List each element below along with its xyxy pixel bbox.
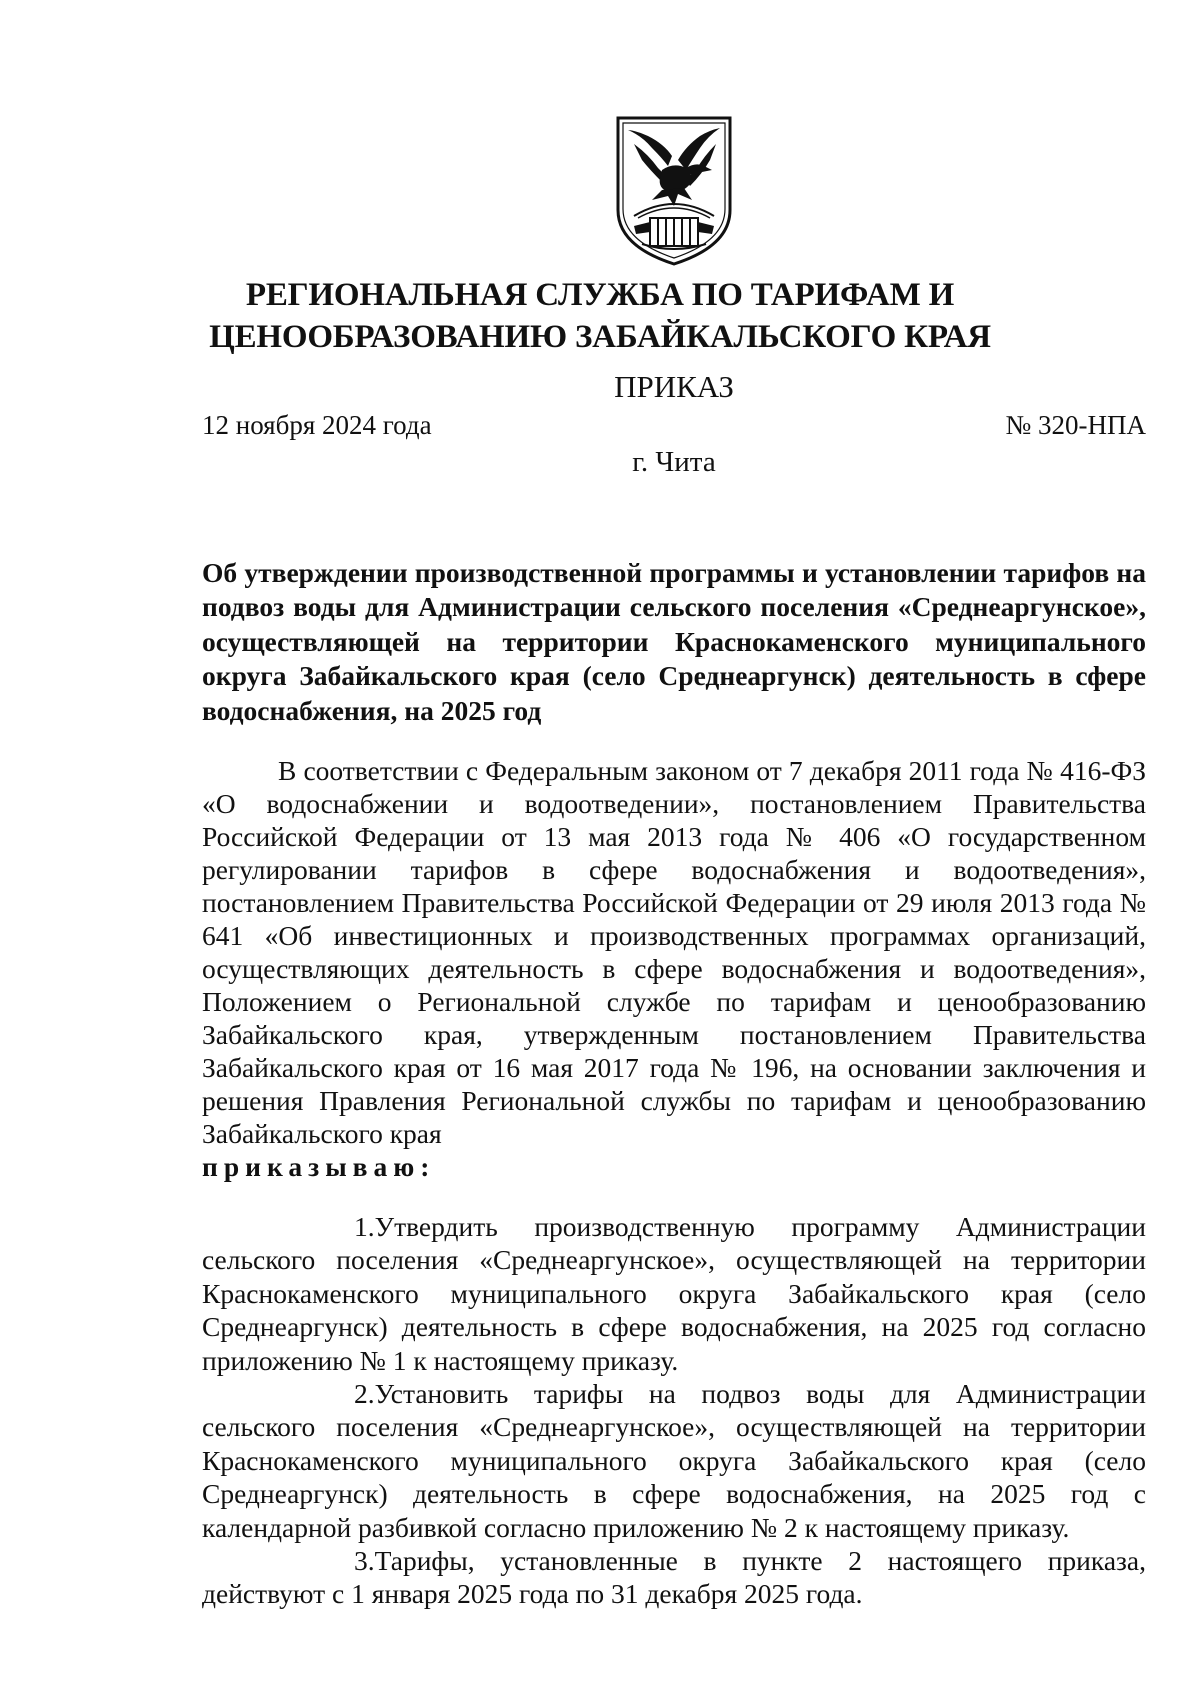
order-item-number: 2. (354, 1378, 375, 1410)
organization-title-line-2: ЦЕНООБРАЗОВАНИЮ ЗАБАЙКАЛЬСКОГО КРАЯ (209, 319, 991, 355)
order-item-text: Установить тарифы на подвоз воды для Администрации сельского поселения «Среднеаргунское», осуществляющей на территории Краснокаменского муниципального округа Забайкальского края (село Среднеаргунск) деятельность в сфере водоснабжения, на 2025 год с календарной разбивкой согласно приложению № 2 к настоящему приказу. (202, 1378, 1146, 1543)
order-word: приказываю: (202, 1151, 436, 1182)
order-item-text: Утвердить производственную программу Администрации сельского поселения «Среднеаргунское», осуществляющей на территории Краснокаменского муниципального округа Забайкальского края (село Среднеаргунск) деятельность в сфере водоснабжения, на 2025 год согласно приложению № 1 к настоящему приказу. (202, 1211, 1146, 1376)
document-type: ПРИКАЗ (614, 369, 734, 404)
document-city: г. Чита (632, 446, 716, 478)
order-item (202, 1377, 1146, 1544)
preamble-block (202, 754, 1146, 1183)
order-item-number: 3. (354, 1545, 375, 1577)
preamble-text: В соответствии с Федеральным законом от 7 декабря 2011 года № 416-ФЗ «О водоснабжении и водоотведении», постановлением Правительства Российской Федерации от 13 мая 2013 года № 406 «О государственном регулировании тарифов в сфере водоснабжения и водоотведения», постановлением Правительства Российской Федерации от 29 июля 2013 года № 641 «Об инвестиционных и производственных программах организаций, осуществляющих деятельность в сфере водоснабжения и водоотведения», Положением о Региональной службе по тарифам и ценообразованию Забайкальского края, утвержденным постановлением Правительства Забайкальского края от 16 мая 2017 года № 196, на основании заключения и решения Правления Региональной службы по тарифам и ценообразованию Забайкальского края (202, 755, 1146, 1149)
coat-of-arms-icon (612, 114, 736, 266)
organization-title (200, 274, 1000, 358)
order-item-text: Тарифы, установленные в пункте 2 настоящего приказа, действуют с 1 января 2025 года по 31 декабря 2025 года. (202, 1545, 1146, 1610)
order-item (202, 1544, 1146, 1611)
document-number: № 320-НПА (1005, 410, 1146, 440)
document-subject: Об утверждении производственной программы и установлении тарифов на подвоз воды для Администрации сельского поселения «Среднеаргунское», осуществляющей на территории Краснокаменского муниципального округа Забайкальского края (село Среднеаргунск) деятельность в сфере водоснабжения, на 2025 год (202, 557, 1146, 726)
organization-title-line-1: РЕГИОНАЛЬНАЯ СЛУЖБА ПО ТАРИФАМ И (245, 277, 955, 313)
order-item (202, 1210, 1146, 1377)
order-item-number: 1. (354, 1211, 375, 1242)
document-date: 12 ноября 2024 года (202, 410, 432, 440)
order-items (202, 1210, 1146, 1611)
